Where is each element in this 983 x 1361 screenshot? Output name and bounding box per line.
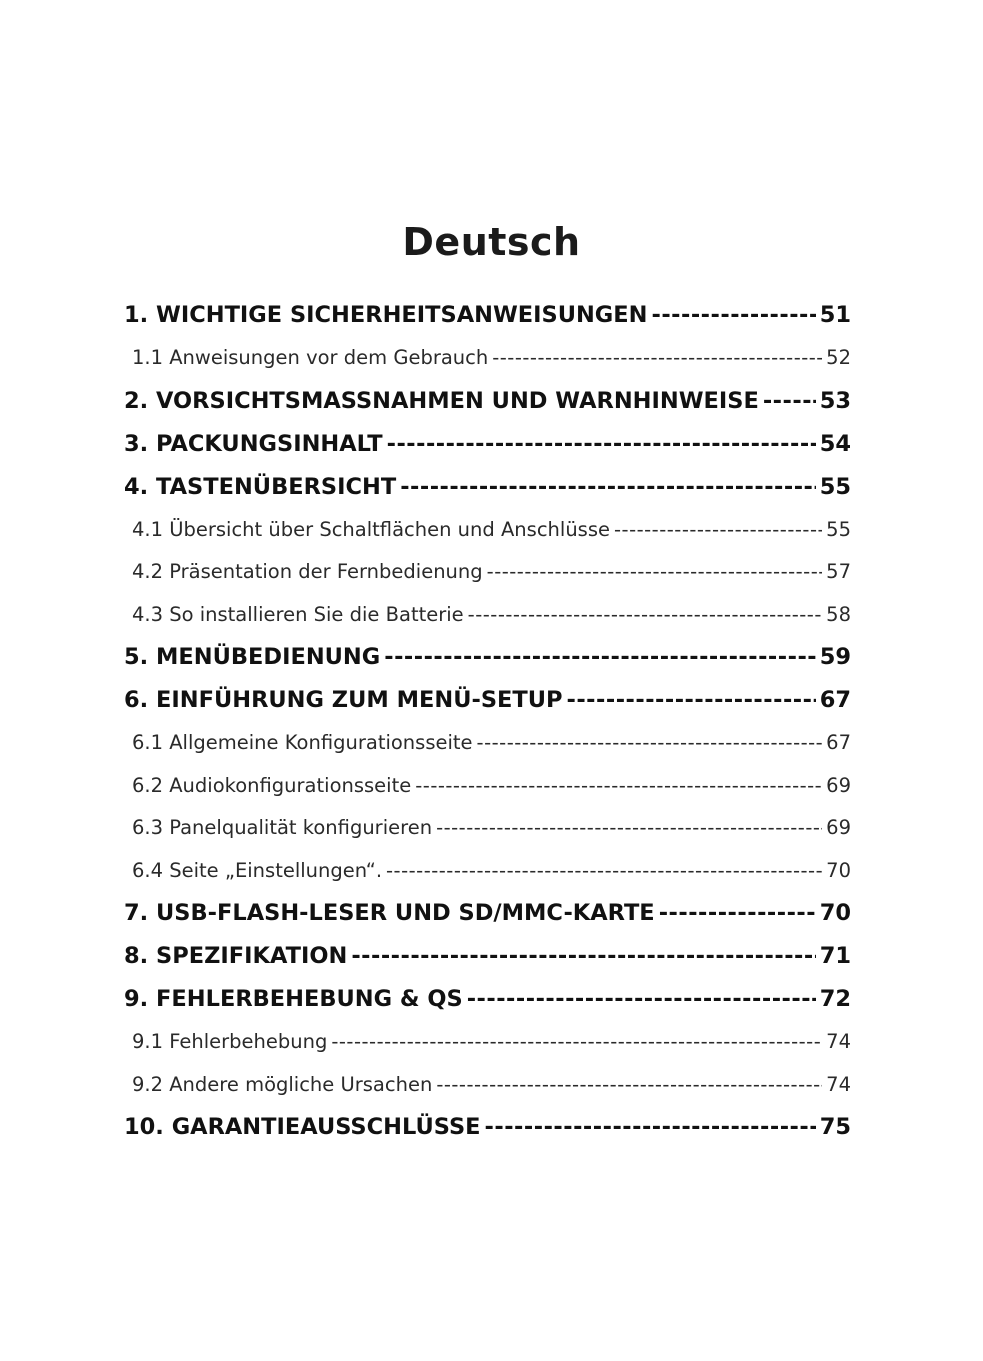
toc-entry-page: 55 xyxy=(819,473,851,500)
toc-leader-dots xyxy=(659,892,816,935)
toc-leader-dots xyxy=(415,765,822,808)
toc-entry[interactable] xyxy=(124,423,851,466)
toc-entry-page: 70 xyxy=(826,858,851,882)
toc-entry-title: 7. USB-FLASH-LESER UND SD/MMC-KARTE xyxy=(124,900,655,926)
toc-entry[interactable] xyxy=(124,1021,851,1064)
toc-leader-dots xyxy=(331,1021,822,1064)
toc-entry-title: 6.1 Allgemeine Konfigurationsseite xyxy=(132,731,473,754)
toc-entry[interactable] xyxy=(124,850,851,893)
toc-entry-page: 69 xyxy=(826,773,851,797)
toc-entry-page: 55 xyxy=(826,517,851,541)
toc-entry[interactable] xyxy=(124,294,851,337)
toc-leader-dots xyxy=(763,380,816,423)
toc-entry-title: 6.4 Seite „Einstellungen“. xyxy=(132,858,383,882)
toc-entry-page: 71 xyxy=(819,943,851,969)
toc-entry-title: 6.2 Audiokonfigurationsseite xyxy=(132,773,412,797)
toc-leader-dots xyxy=(567,679,816,722)
toc-leader-dots xyxy=(436,1064,822,1107)
toc-entry-page: 67 xyxy=(826,731,851,754)
toc-leader-dots xyxy=(614,509,822,552)
toc-leader-dots xyxy=(492,337,822,380)
toc-entry[interactable] xyxy=(124,1106,851,1149)
toc-entry[interactable] xyxy=(124,722,851,765)
toc-entry-title: 9.2 Andere mögliche Ursachen xyxy=(132,1072,433,1096)
toc-entry[interactable] xyxy=(124,679,851,722)
toc-entry-title: 10. GARANTIEAUSSCHLÜSSE xyxy=(124,1114,481,1140)
toc-entry-title: 1.1 Anweisungen vor dem Gebrauch xyxy=(132,346,489,369)
toc-leader-dots xyxy=(386,850,822,893)
toc-entry-title: 4. TASTENÜBERSICHT xyxy=(124,473,397,500)
toc-entry[interactable] xyxy=(124,978,851,1021)
toc-entry-title: 6.3 Panelqualität konfigurieren xyxy=(132,816,433,839)
toc-entry-title: 9.1 Fehlerbehebung xyxy=(132,1030,328,1053)
toc-leader-dots xyxy=(485,1106,816,1149)
toc-entry-title: 5. MENÜBEDIENUNG xyxy=(124,644,381,670)
toc-leader-dots xyxy=(477,722,823,765)
toc-entry-page: 75 xyxy=(819,1114,851,1140)
toc-entry-title: 4.2 Präsentation der Fernbedienung xyxy=(132,560,483,583)
toc-entry[interactable] xyxy=(124,380,851,423)
toc-entry-page: 70 xyxy=(819,900,851,926)
toc-leader-dots xyxy=(436,807,822,850)
toc-entry[interactable] xyxy=(124,551,851,594)
toc-entry-title: 3. PACKUNGSINHALT xyxy=(124,430,383,457)
toc-leader-dots xyxy=(351,935,815,978)
toc-entry[interactable] xyxy=(124,807,851,850)
toc-entry-page: 57 xyxy=(826,560,851,583)
toc-entry-page: 53 xyxy=(819,387,851,414)
toc-entry[interactable] xyxy=(124,892,851,935)
toc-entry-title: 4.1 Übersicht über Schaltflächen und Anschlüsse xyxy=(132,517,610,541)
toc-entry-page: 74 xyxy=(826,1030,851,1053)
toc-entry[interactable] xyxy=(124,594,851,637)
toc-entry-title: 8. SPEZIFIKATION xyxy=(124,943,348,969)
toc-entry-title: 1. WICHTIGE SICHERHEITSANWEISUNGEN xyxy=(124,302,648,328)
toc-leader-dots xyxy=(651,294,815,337)
toc-entry[interactable] xyxy=(124,765,851,808)
toc-entry-page: 58 xyxy=(826,602,851,626)
toc-entry-page: 59 xyxy=(819,644,851,670)
toc-entry-title: 6. EINFÜHRUNG ZUM MENÜ-SETUP xyxy=(124,687,563,713)
toc-entry-title: 9. FEHLERBEHEBUNG & QS xyxy=(124,986,463,1012)
toc-leader-dots xyxy=(487,551,823,594)
toc-leader-dots xyxy=(467,978,816,1021)
toc-entry[interactable] xyxy=(124,509,851,552)
toc-entry-page: 69 xyxy=(826,816,851,839)
toc-entry-page: 67 xyxy=(819,687,851,713)
toc-leader-dots xyxy=(384,636,815,679)
toc-entry[interactable] xyxy=(124,935,851,978)
page-title: Deutsch xyxy=(402,220,581,264)
toc-leader-dots xyxy=(468,594,823,637)
toc-entry[interactable] xyxy=(124,1064,851,1107)
toc-entry-page: 54 xyxy=(819,430,851,457)
toc-entry[interactable] xyxy=(124,636,851,679)
toc-entry[interactable] xyxy=(124,337,851,380)
toc-entry-page: 72 xyxy=(819,986,851,1012)
table-of-contents xyxy=(124,294,851,1149)
toc-entry-page: 51 xyxy=(819,302,851,328)
toc-entry-title: 2. VORSICHTSMASSNAHMEN UND WARNHINWEISE xyxy=(124,387,759,414)
toc-entry[interactable] xyxy=(124,466,851,509)
toc-entry-page: 74 xyxy=(826,1072,851,1096)
toc-leader-dots xyxy=(400,466,816,509)
toc-entry-page: 52 xyxy=(826,346,851,369)
toc-leader-dots xyxy=(387,423,816,466)
toc-entry-title: 4.3 So installieren Sie die Batterie xyxy=(132,602,464,626)
